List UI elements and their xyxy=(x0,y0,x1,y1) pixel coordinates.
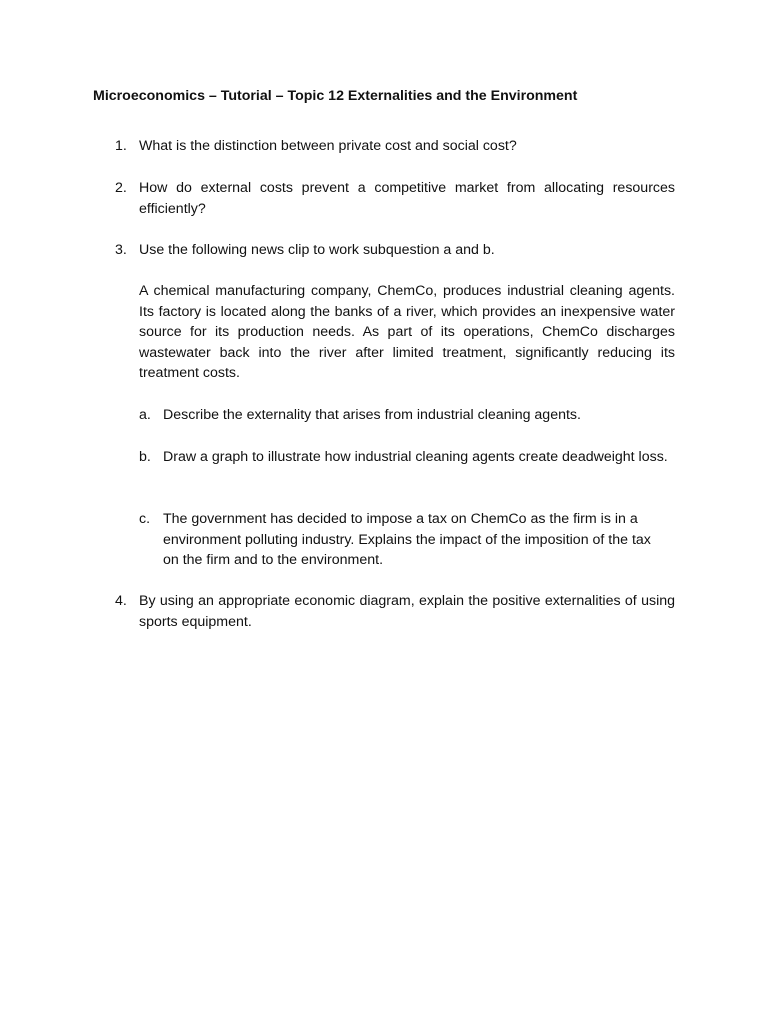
subquestion-text: Describe the externality that arises from industrial cleaning agents. xyxy=(163,407,581,423)
subquestion-text: The government has decided to impose a tax on ChemCo as the firm is in a environment polluting industry. Explains the impact of the imposition of the tax on the firm and to the environment. xyxy=(163,511,651,569)
question-number: 1. xyxy=(115,138,127,154)
question-number: 4. xyxy=(115,593,127,609)
subquestion-c xyxy=(139,509,675,571)
subquestion-label: a. xyxy=(139,407,151,423)
subquestion-text: Draw a graph to illustrate how industrial cleaning agents create deadweight loss. xyxy=(163,449,668,465)
question-text: What is the distinction between private cost and social cost? xyxy=(139,138,517,154)
question-1 xyxy=(93,136,675,157)
question-2 xyxy=(93,178,675,219)
question-text: How do external costs prevent a competitive market from allocating resources efficiently? xyxy=(139,180,675,217)
question-text: By using an appropriate economic diagram, explain the positive externalities of using sports equipment. xyxy=(139,593,675,630)
question-text: Use the following news clip to work subquestion a and b. xyxy=(139,242,495,258)
question-3 xyxy=(93,240,675,261)
news-clip-passage: A chemical manufacturing company, ChemCo, produces industrial cleaning agents. Its factory is located along the banks of a river, which provides an inexpensive water source for its production needs. As part of its operations, ChemCo discharges wastewater back into the river after limited treatment, significantly reducing its treatment costs. xyxy=(139,283,675,382)
subquestion-label: c. xyxy=(139,511,151,527)
subquestion-label: b. xyxy=(139,449,151,465)
question-number: 2. xyxy=(115,180,127,196)
question-4 xyxy=(93,591,675,632)
document-title: Microeconomics – Tutorial – Topic 12 Externalities and the Environment xyxy=(93,88,578,104)
subquestion-b xyxy=(139,447,675,468)
question-number: 3. xyxy=(115,242,127,258)
subquestion-a xyxy=(139,405,675,426)
